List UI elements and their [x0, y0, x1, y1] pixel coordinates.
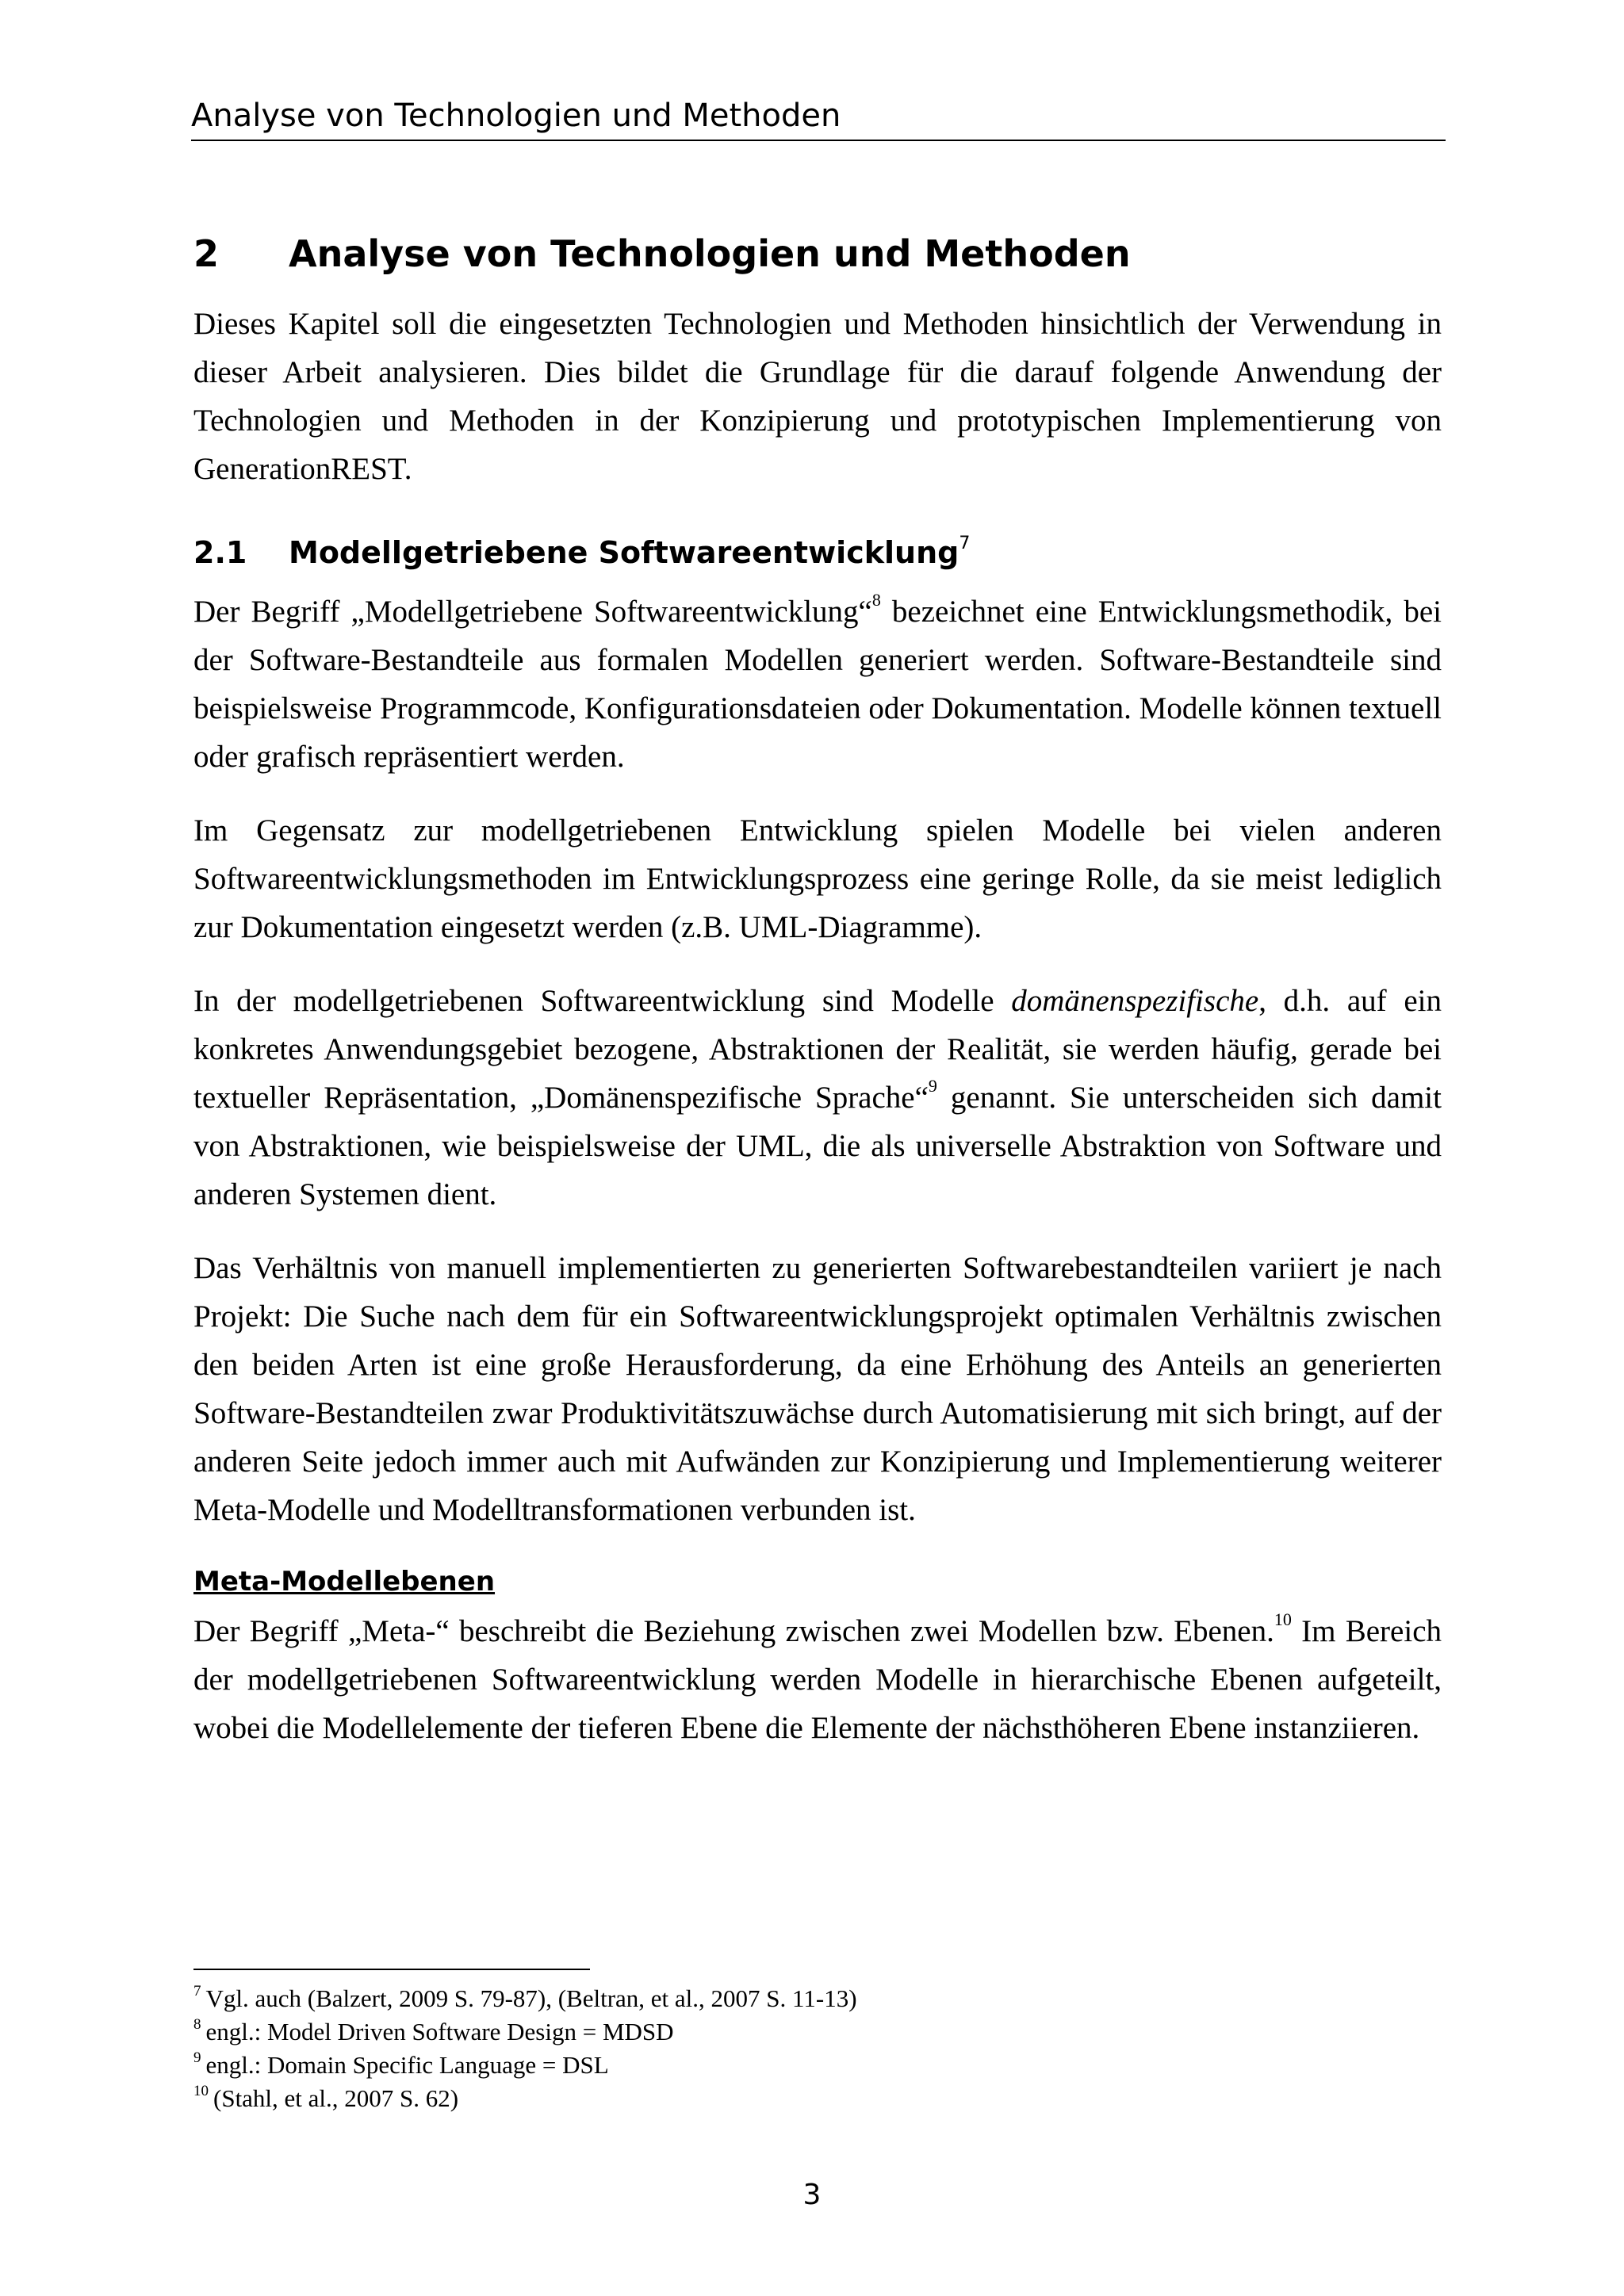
- chapter-number: 2: [193, 232, 220, 275]
- paragraph-meta: [193, 1607, 1442, 1752]
- section-title: Modellgetriebene Softwareentwicklung: [289, 535, 959, 570]
- footnote-8: [193, 2015, 1442, 2049]
- footnote-number: 7: [193, 1983, 201, 1999]
- footnote-text: engl.: Model Driven Software Design = MDSD: [205, 2018, 674, 2045]
- intro-paragraph: Dieses Kapitel soll die eingesetzten Technologien und Methoden hinsichtlich der Verwendung in dieser Arbeit analysieren. Dies bildet die Grundlage für die darauf folgende Anwendung der Technologien und Methoden in der Konzipierung und prototypischen Implementierung von GenerationREST.: [193, 307, 1442, 486]
- footnote-text: engl.: Domain Specific Language = DSL: [205, 2051, 609, 2079]
- footnote-ref-8[interactable]: 8: [871, 590, 881, 610]
- page-content: [193, 222, 1442, 1777]
- footnote-9: [193, 2049, 1442, 2082]
- emphasis-text: domänenspezifische: [1011, 984, 1259, 1018]
- paragraph-text: In der modellgetriebenen Softwareentwicklung sind Modelle: [193, 984, 1012, 1018]
- footnote-separator: [193, 1969, 590, 1970]
- paragraph-domain-specific: [193, 977, 1442, 1219]
- paragraph-text: bezeichnet eine Entwicklungsmethodik, bei der Software-Bestandteile aus formalen Modellen generiert werden. Software-Bestandteile sind beispielsweise Programmcode, Konfigurationsdateien oder Dokumentation. Modelle können textuell oder grafisch repräsentiert werden.: [193, 595, 1442, 774]
- subsection-heading: Meta-Modellebenen: [193, 1566, 496, 1598]
- section-heading: [193, 519, 1442, 578]
- footnotes: [193, 1982, 1442, 2115]
- footnote-number: 8: [193, 2016, 201, 2033]
- running-header: Analyse von Technologien und Methoden: [191, 94, 1446, 141]
- section-number: 2.1: [193, 535, 247, 570]
- paragraph-text: genannt. Sie unterscheiden sich damit von Abstraktionen, wie beispielsweise der UML, die als universelle Abstraktion von Software und anderen Systemen dient.: [193, 1081, 1442, 1211]
- footnote-ref-9[interactable]: 9: [928, 1076, 937, 1096]
- footnote-7: [193, 1982, 1442, 2015]
- paragraph-ratio: Das Verhältnis von manuell implementierten zu generierten Softwarebestandteilen variiert je nach Projekt: Die Suche nach dem für ein Softwareentwicklungsprojekt optimalen Verhältnis zwischen den beiden Arten ist eine große Herausforderung, da eine Erhöhung des Anteils an generierten Software-Bestandteilen zwar Produktivitätszuwächse durch Automatisierung mit sich bringt, auf der anderen Seite jedoch immer auch mit Aufwänden zur Konzipierung und Implementierung weiterer Meta-Modelle und Modelltransformationen verbunden ist.: [193, 1251, 1442, 1527]
- footnote-10: [193, 2082, 1442, 2115]
- footnote-text: (Stahl, et al., 2007 S. 62): [213, 2084, 459, 2112]
- paragraph-contrast: Im Gegensatz zur modellgetriebenen Entwicklung spielen Modelle bei vielen anderen Softwareentwicklungsmethoden im Entwicklungsprozess eine geringe Rolle, da sie meist lediglich zur Dokumentation eingesetzt werden (z.B. UML-Diagramme).: [193, 813, 1442, 944]
- footnote-text: Vgl. auch (Balzert, 2009 S. 79-87), (Beltran, et al., 2007 S. 11-13): [205, 1984, 857, 2012]
- chapter-heading: [193, 222, 1442, 285]
- paragraph-definition: [193, 587, 1442, 781]
- paragraph-text: Der Begriff „Meta-“ beschreibt die Beziehung zwischen zwei Modellen bzw. Ebenen.: [193, 1614, 1274, 1648]
- paragraph-text: Der Begriff „Modellgetriebene Softwareentwicklung“: [193, 595, 872, 629]
- paragraph-text: Im Bereich der modellgetriebenen Softwareentwicklung werden Modelle in hierarchische Ebenen aufgeteilt, wobei die Modellelemente der tieferen Ebene die Elemente der nächsthöheren Ebene instanziieren.: [193, 1614, 1442, 1745]
- footnote-number: 10: [193, 2083, 209, 2099]
- paragraph-text: , d.h. auf ein konkretes Anwendungsgebiet bezogene, Abstraktionen der Realität, sie werden häufig, gerade bei textueller Repräsentation, „Domänenspezifische Sprache“: [193, 984, 1442, 1115]
- page-number: 3: [802, 2179, 822, 2211]
- chapter-title: Analyse von Technologien und Methoden: [289, 232, 1131, 275]
- footnote-number: 9: [193, 2049, 201, 2066]
- footnote-ref-7[interactable]: 7: [959, 534, 971, 553]
- footnote-ref-10[interactable]: 10: [1274, 1609, 1292, 1629]
